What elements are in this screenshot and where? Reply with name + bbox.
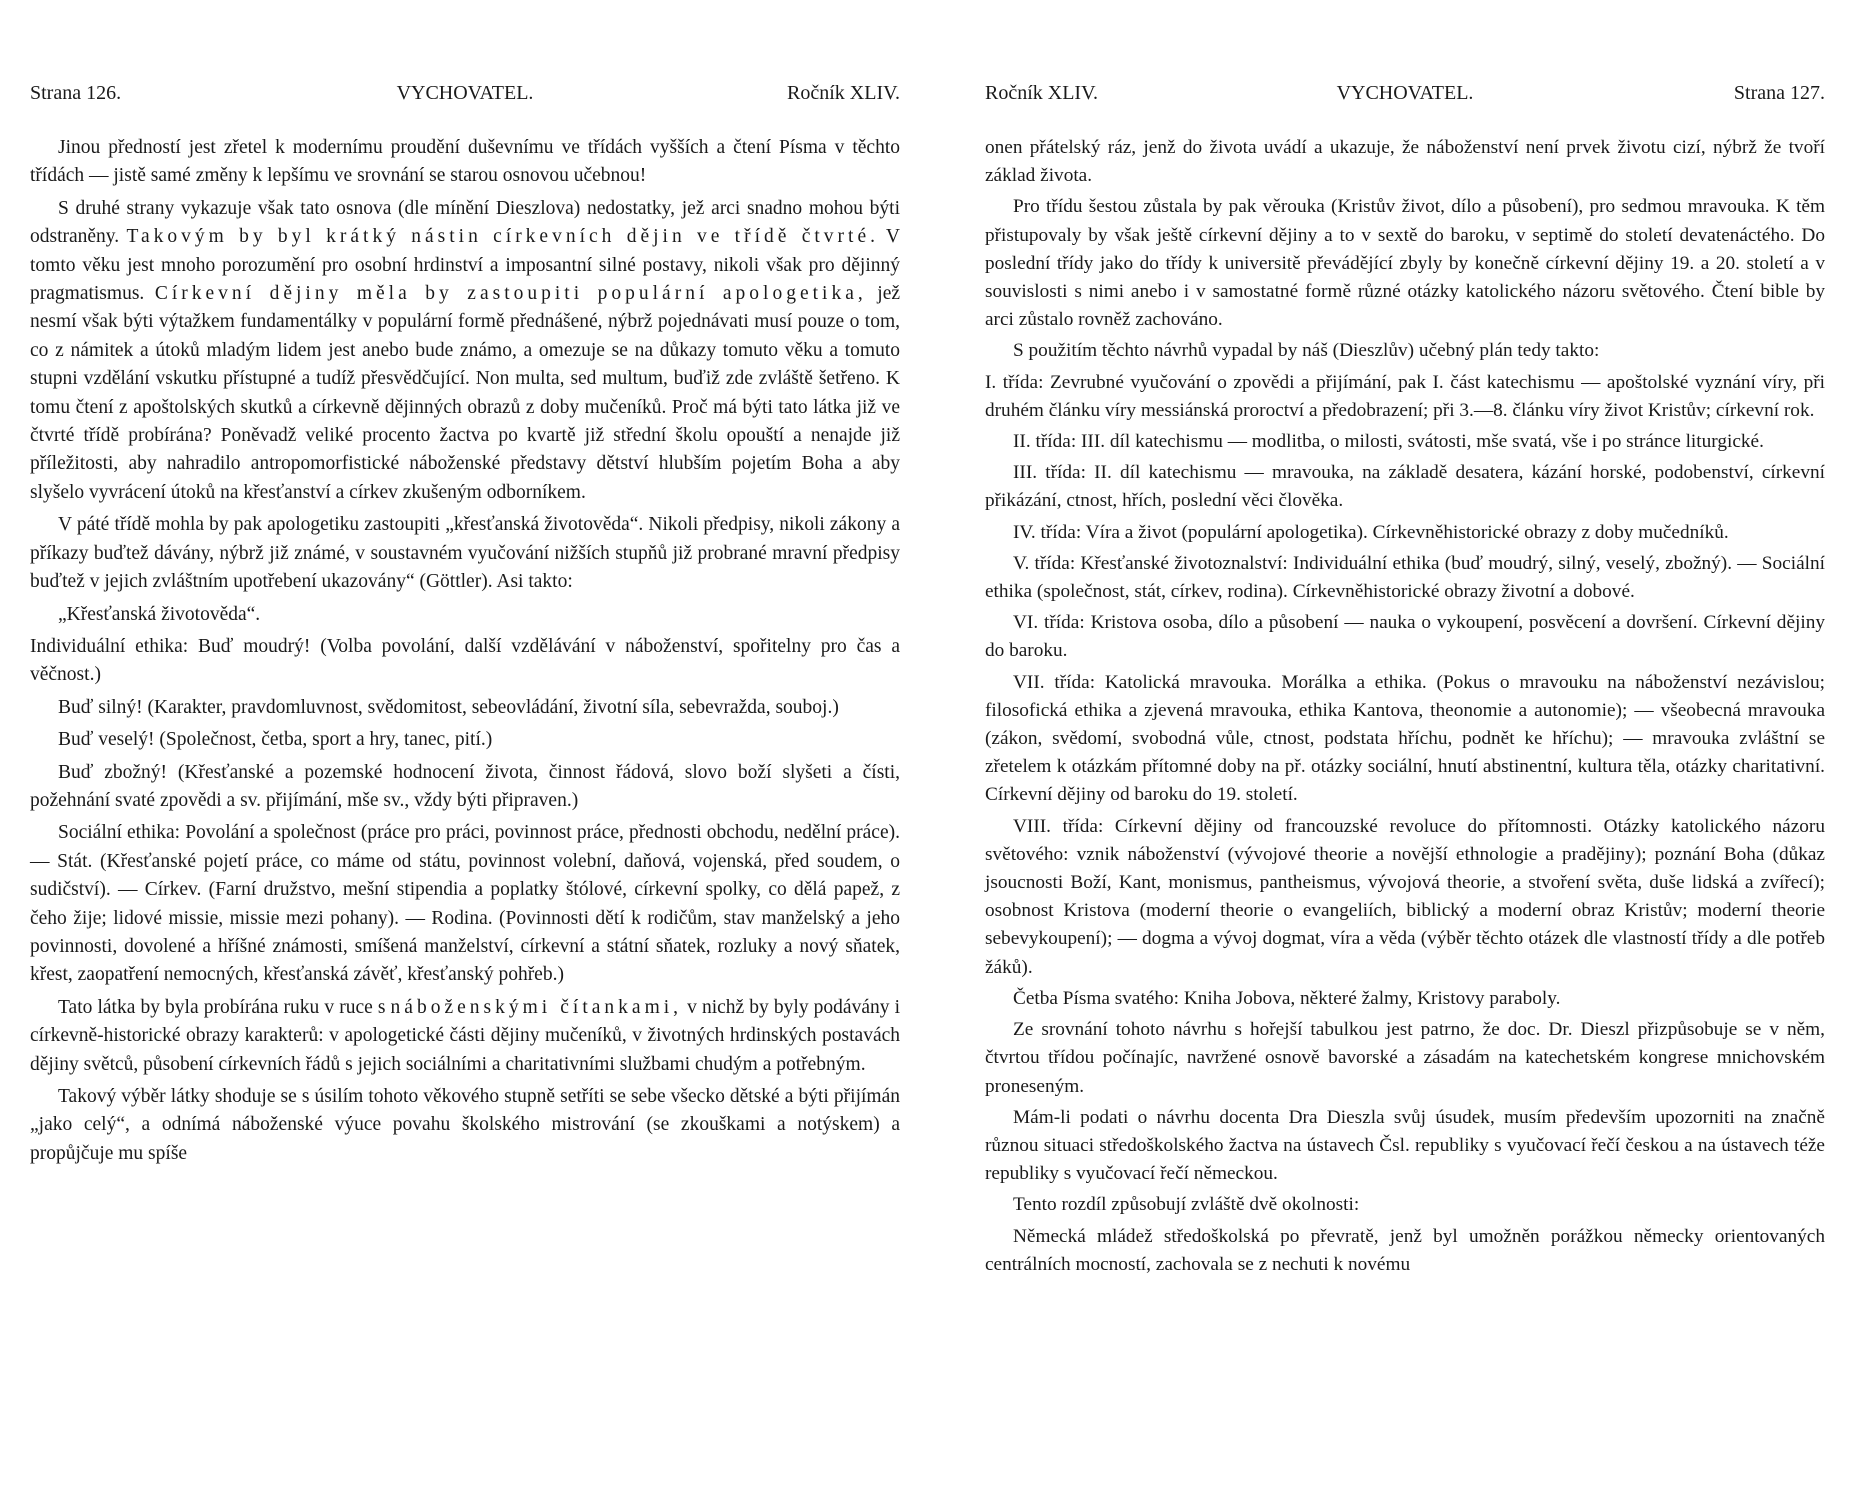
emphasis-text: náboženskými čítankami, [390, 996, 683, 1018]
paragraph: Německá mládež středoškolská po převratě, jenž byl umožněn porážkou německy orientovaných centrálních mocností, zachovala se z nechuti k novému [985, 1225, 1825, 1275]
curriculum-item: VII. třída: Katolická mravouka. Morálka a ethika. (Pokus o mravouku na náboženství nezávislou; filosofická ethika a zjevená mravouka, ethika Kantova, theonomie a autonomie); — všeobecná mravouka (zákon, svědomí, svobodná vůle, ctnost, podstata hříchu, podnět ke hříchu); — mravouka zvláštní se zřetelem k otázkám přítomné doby na př. otázky sociální, hnutí abstinentní, kultura těla, otázky charitativní. Církevní dějiny od baroku do 19. století. [985, 671, 1825, 806]
paragraph: Buď veselý! (Společnost, četba, sport a hry, tanec, pití.) [58, 729, 493, 751]
paragraph: Mám-li podati o návrhu docenta Dra Dieszla svůj úsudek, musím především upozorniti na značně různou situaci středoškolského žactva na ústavech Čsl. republiky s vyučovací řečí českou a na ústavech téže republiky s vyučovací řečí německou. [985, 1106, 1825, 1185]
paragraph: Sociální ethika: Povolání a společnost (práce pro práci, povinnost práce, přednosti obchodu, nedělní práce). — Stát. (Křesťanské pojetí práce, co máme od státu, povinnost volební, daňová, vojenská, před soudem, o sudičství). — Církev. (Farní družstvo, mešní stipendia a poplatky štólové, církevní spolky, co dělá papež, z čeho žije; lidové missie, missie mezi pohany). — Rodina. (Povinnosti dětí k rodičům, stav manželský a jeho povinnosti, dovolené a hříšné známosti, smíšená manželství, církevní a státní sňatek, rozluky a nový sňatek, křest, zaopatření nemocných, křesťanská závěť, křesťanský pohřeb.) [30, 822, 900, 986]
left-page-header [30, 78, 900, 108]
paragraph: Tento rozdíl způsobují zvláště dvě okolnosti: [1013, 1194, 1360, 1216]
emphasis-text: Církevní dějiny měla by zastoupiti populární apologetika, [154, 283, 867, 305]
paragraph [30, 994, 900, 1079]
section-heading: „Křesťanská životověda“. [58, 603, 261, 625]
paragraph: Pro třídu šestou zůstala by pak věrouka (Kristův život, dílo a působení), pro sedmou mravouka. K těm přistupovaly by však ještě církevní dějiny a to v sextě do baroku, v septimě do století devatenáctého. Do poslední třídy jako do třídy k universitě převádějící zbyly by konečně církevní dějiny 19. a 20. století a v souvislosti s nimi anebo i v samostatné formě různé otázky katolického názoru světového. Čtení bible by arci zůstalo rovněž zachováno. [985, 196, 1825, 331]
paragraph: Ze srovnání tohoto návrhu s hořejší tabulkou jest patrno, že doc. Dr. Dieszl přizpůsobuje se v něm, čtvrtou třídou počínajíc, navržené osnově bavorské a zásadám na katechetském kongrese mnichovském proneseným. [985, 1019, 1825, 1097]
paragraph-text: v nichž by byly podávány i církevně-historické obrazy karakterů: v apologetické části dějiny mučeníků, v životných hrdinských postavách dějiny světců, působení církevních řádů s jejich sociálními a charitativními službami chudým a potřebným. [30, 996, 900, 1075]
paragraph: S použitím těchto návrhů vypadal by náš (Dieszlův) učebný plán tedy takto: [1013, 340, 1600, 362]
paragraph: Takový výběr látky shoduje se s úsilím tohoto věkového stupně setříti se sebe všecko dětské a býti přijímán „jako celý“, a odnímá náboženské výuce povahu školského mistrování (se zkouškami a notýskem) a propůjčuje mu spíše [30, 1086, 900, 1164]
paragraph: Četba Písma svatého: Kniha Jobova, některé žalmy, Kristovy paraboly. [1013, 987, 1561, 1009]
curriculum-item: VI. třída: Kristova osoba, dílo a působení — nauka o vykoupení, posvěcení a dovršení. Církevní dějiny do baroku. [985, 612, 1825, 662]
curriculum-item: IV. třída: Víra a život (populární apologetika). Církevněhistorické obrazy z doby mučedníků. [1013, 521, 1729, 543]
right-page-header [985, 78, 1825, 108]
paragraph: onen přátelský ráz, jenž do života uvádí a ukazuje, že náboženství není prvek životu cizí, nýbrž že tvoří základ života. [985, 137, 1825, 187]
paragraph-text: S druhé strany vykazuje však tato osnova (dle mínění Dieszlova) nedostatky, jež arci snadno mohou býti odstraněny. [30, 197, 900, 248]
curriculum-item: III. třída: II. díl katechismu — mravouka, na základě desatera, kázání horské, podobenství, církevní přikázání, ctnost, hřích, poslední věci člověka. [985, 462, 1825, 512]
right-page-body [985, 134, 1825, 1282]
curriculum-item: V. třída: Křesťanské životoznalství: Individuální ethika (buď moudrý, silný, veselý, zbožný). — Sociální ethika (společnost, stát, církev, rodina). Církevněhistorické obrazy životní a dobové. [985, 552, 1825, 603]
page-number: Strana 126. [30, 82, 122, 104]
paragraph: Jinou předností jest zřetel k modernímu proudění duševnímu ve třídách vyšších a čtení Písma v těchto třídách — jistě samé změny k lepšímu ve srovnání se starou osnovou učebnou! [30, 137, 900, 187]
paragraph: Buď silný! (Karakter, pravdomluvnost, svědomitost, sebeovládání, životní síla, sebevražda, souboj.) [58, 696, 839, 718]
volume-label: Ročník XLIV. [787, 82, 900, 104]
paragraph-text: Tato látka by byla probírána ruku v ruce s [58, 996, 391, 1018]
curriculum-item: VIII. třída: Církevní dějiny od francouzské revoluce do přítomnosti. Otázky katolického názoru světového: vznik náboženství (vývojové theorie a novější ethnologie a pradějiny); poznání Boha (důkaz jsoucnosti Boží, Kant, monismus, pantheismus, vývojová theorie, a stvoření světa, duše lidská a zvířecí); osobnost Kristova (moderní theorie o evangeliích, biblický a moderní obraz Kristův; moderní theorie sebevykoupení); — dogma a vývoj dogmat, víra a věda (výběr těchto otázek dle vlastností třídy a dle potřeb žáků). [985, 815, 1825, 978]
paragraph [30, 195, 900, 507]
paragraph: V páté třídě mohla by pak apologetiku zastoupiti „křesťanská životověda“. Nikoli předpisy, nikoli zákony a příkazy buďtež dávány, nýbrž již známé, v soustavném vyučování nižších stupňů již probrané mravní předpisy buďtež v jejich zvláštním upotřebení ukazovány“ (Göttler). Asi takto: [30, 514, 900, 593]
curriculum-item: I. třída: Zevrubné vyučování o zpovědi a přijímání, pak I. část katechismu — apoštolské vyznání víry, při druhém článku víry messiánská proroctví a předobrazení; při 3.—8. článku víry život Kristův; církevní rok. [985, 371, 1825, 421]
journal-title: VYCHOVATEL. [1336, 82, 1474, 104]
curriculum-item: II. třída: III. díl katechismu — modlitba, o milosti, svátosti, mše svatá, vše i po stránce liturgické. [1013, 431, 1764, 453]
emphasis-text: Takovým by byl krátký nástin církevních dějin ve třídě čtvrté. [126, 226, 879, 248]
left-page [30, 0, 900, 1500]
paragraph: Individuální ethika: Buď moudrý! (Volba povolání, další vzdělávání v náboženství, spořitelny pro čas a věčnost.) [30, 635, 900, 686]
journal-title: VYCHOVATEL. [396, 82, 534, 104]
paragraph-text: V tomto věku jest mnoho porozumění pro osobní hrdinství a imposantní silné postavy, nikoli však pro dějinný pragmatismus. [30, 226, 901, 305]
paragraph-text: jež nesmí však býti výtažkem fundamentálky v populární formě přednášené, nýbrž pojednávati musí pouze o tom, co z námitek a útoků mladým lidem jest anebo bude známo, a omezuje se na důkazy tomuto věku a tomuto stupni vzdělání vskutku přístupné a tudíž přesvědčující. Non multa, sed multum, buďiž zde zvláště šetřeno. K tomu čtení z apoštolských skutků a církevně dějinných obrazů z doby mučeníků. Proč má býti tato látka již ve čtvrté třídě probírána? Poněvadž veliké procento žactva po kvartě již střední školu opouští a nenajde již příležitosti, aby nahradilo antropomorfistické náboženské představy dětství hlubším pojetím Boha a aby slyšelo vyvrácení útoků na křesťanství a církev zkušeným odborníkem. [30, 283, 901, 503]
page-number: Strana 127. [1733, 82, 1825, 104]
paragraph: Buď zbožný! (Křesťanské a pozemské hodnocení života, činnost řádová, slovo boží slyšeti a čísti, požehnání svaté zpovědi a sv. přijímání, mše sv., vždy býti připraven.) [30, 761, 900, 811]
volume-label: Ročník XLIV. [985, 82, 1098, 104]
right-page [985, 0, 1825, 1500]
left-page-body [30, 134, 900, 1172]
